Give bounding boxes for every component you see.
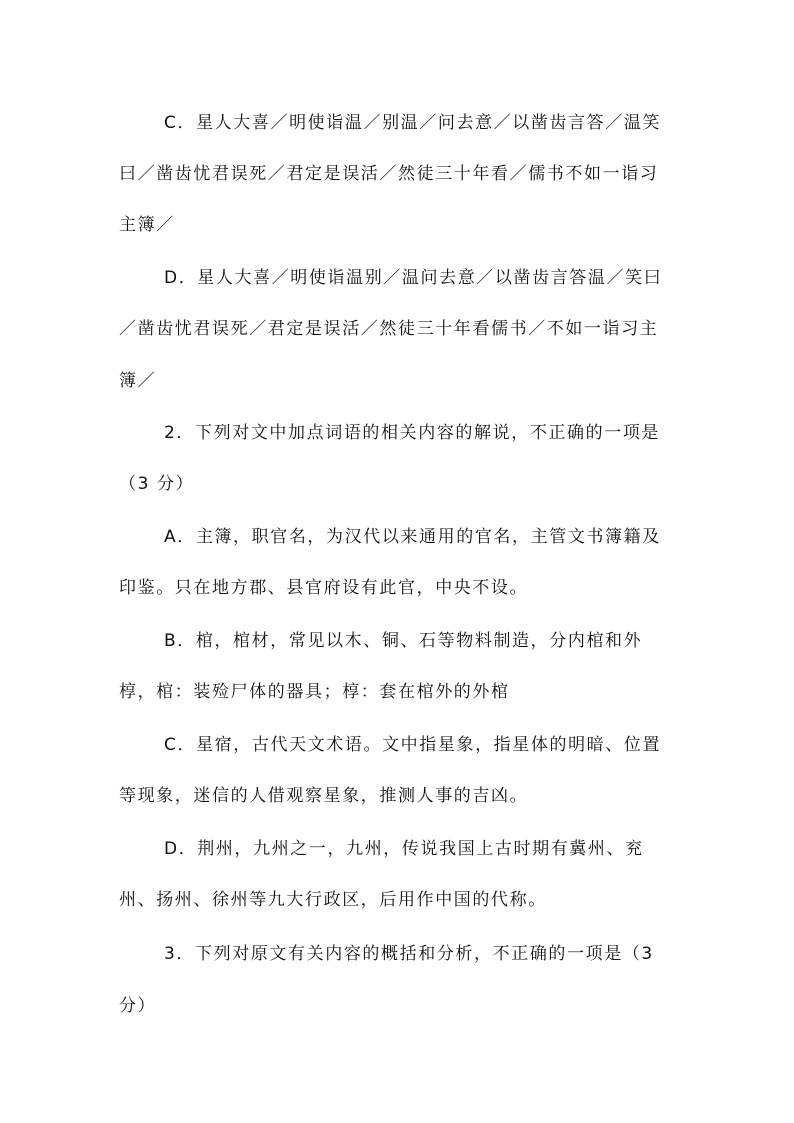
option-c-line-2: 曰／凿齿忧君误死／君定是误活／然徒三十年看／儒书不如一诣习 xyxy=(119,164,659,184)
option-c-line-3: 主簿／ xyxy=(119,215,175,235)
option-c-line-1: C．星人大喜／明使诣温／别温／问去意／以凿齿言答／温笑 xyxy=(164,113,662,133)
option-d-line-2: ／凿齿忧君误死／君定是误活／然徒三十年看儒书／不如一诣习主 xyxy=(119,319,659,339)
option-d-line-1: D．星人大喜／明使诣温别／温问去意／以凿齿言答温／笑曰 xyxy=(164,268,663,288)
option-a2-line-2: 印鉴。只在地方郡、县官府设有此官，中央不设。 xyxy=(119,578,529,598)
question-3-line-2: 分） xyxy=(119,996,157,1016)
question-3-line-1: 3．下列对原文有关内容的概括和分析，不正确的一项是（3 xyxy=(164,944,654,964)
option-d2-line-2: 州、扬州、徐州等九大行政区，后用作中国的代称。 xyxy=(119,890,547,910)
option-b2-line-2: 椁，棺：装殓尸体的器具；椁：套在棺外的外棺 xyxy=(119,682,510,702)
option-d2-line-1: D．荆州，九州之一，九州，传说我国上古时期有冀州、兖 xyxy=(164,839,644,859)
question-2-line-1: 2．下列对文中加点词语的相关内容的解说，不正确的一项是 xyxy=(164,423,661,443)
option-d-line-3: 簿／ xyxy=(119,371,157,391)
option-c2-line-1: C．星宿，古代天文术语。文中指星象，指星体的明暗、位置 xyxy=(164,735,662,755)
option-c2-line-2: 等现象，迷信的人借观察星象，推测人事的吉凶。 xyxy=(119,786,529,806)
option-a2-line-1: A．主簿，职官名，为汉代以来通用的官名，主管文书簿籍及 xyxy=(164,527,661,547)
question-2-line-2: （3 分） xyxy=(119,474,195,494)
option-b2-line-1: B．棺，棺材，常见以木、铜、石等物料制造，分内棺和外 xyxy=(164,631,643,651)
